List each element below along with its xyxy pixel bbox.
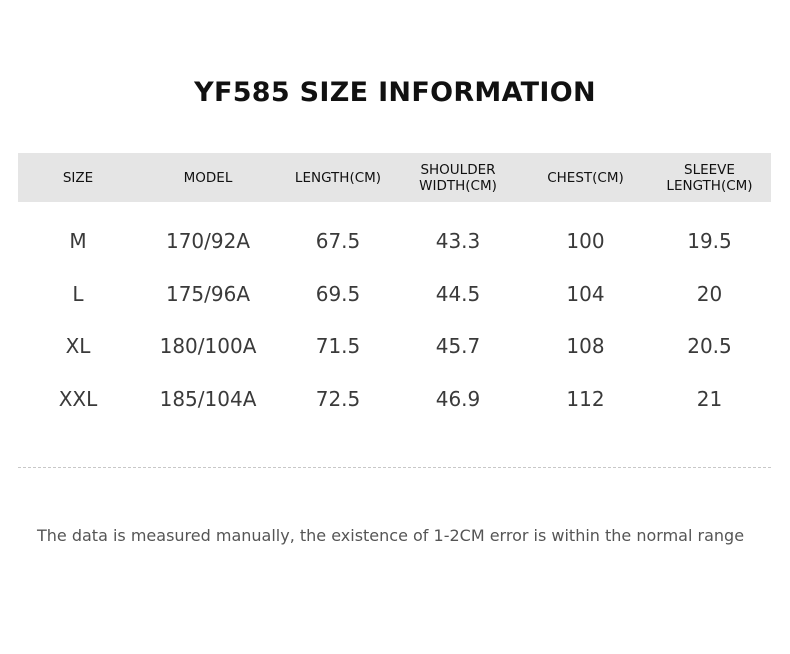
cell-model: 170/92A xyxy=(165,229,251,253)
header-shoulder-width: SHOULDER WIDTH(CM) xyxy=(419,161,497,194)
page-title: YF585 SIZE INFORMATION xyxy=(194,77,596,108)
cell-model: 185/104A xyxy=(159,387,257,411)
header-length: LENGTH(CM) xyxy=(294,169,382,186)
cell-model: 175/96A xyxy=(165,282,251,306)
cell-sleeve-length: 20 xyxy=(696,282,723,306)
table-row xyxy=(18,379,771,419)
header-size: SIZE xyxy=(62,169,94,186)
header-chest: CHEST(CM) xyxy=(547,169,624,186)
table-row xyxy=(18,274,771,314)
cell-sleeve-length: 19.5 xyxy=(687,229,732,253)
cell-sleeve-length: 20.5 xyxy=(687,334,732,358)
table-row xyxy=(18,221,771,261)
cell-model: 180/100A xyxy=(159,334,257,358)
cell-chest: 100 xyxy=(566,229,605,253)
cell-chest: 112 xyxy=(566,387,605,411)
cell-shoulder-width: 43.3 xyxy=(435,229,481,253)
cell-length: 72.5 xyxy=(315,387,361,411)
cell-shoulder-width: 46.9 xyxy=(435,387,481,411)
cell-length: 69.5 xyxy=(315,282,361,306)
table-row xyxy=(18,326,771,366)
cell-size: XL xyxy=(65,334,91,358)
cell-length: 71.5 xyxy=(315,334,361,358)
cell-sleeve-length: 21 xyxy=(696,387,723,411)
cell-size: M xyxy=(69,229,87,253)
header-sleeve-length: SLEEVE LENGTH(CM) xyxy=(666,161,753,194)
cell-shoulder-width: 45.7 xyxy=(435,334,481,358)
cell-chest: 108 xyxy=(566,334,605,358)
cell-size: XXL xyxy=(58,387,98,411)
cell-length: 67.5 xyxy=(315,229,361,253)
table-header xyxy=(18,153,771,202)
dashed-divider xyxy=(18,467,771,468)
cell-shoulder-width: 44.5 xyxy=(435,282,481,306)
measurement-note: The data is measured manually, the existence of 1-2CM error is within the normal range xyxy=(37,526,745,545)
header-model: MODEL xyxy=(183,169,233,186)
cell-chest: 104 xyxy=(566,282,605,306)
cell-size: L xyxy=(72,282,84,306)
